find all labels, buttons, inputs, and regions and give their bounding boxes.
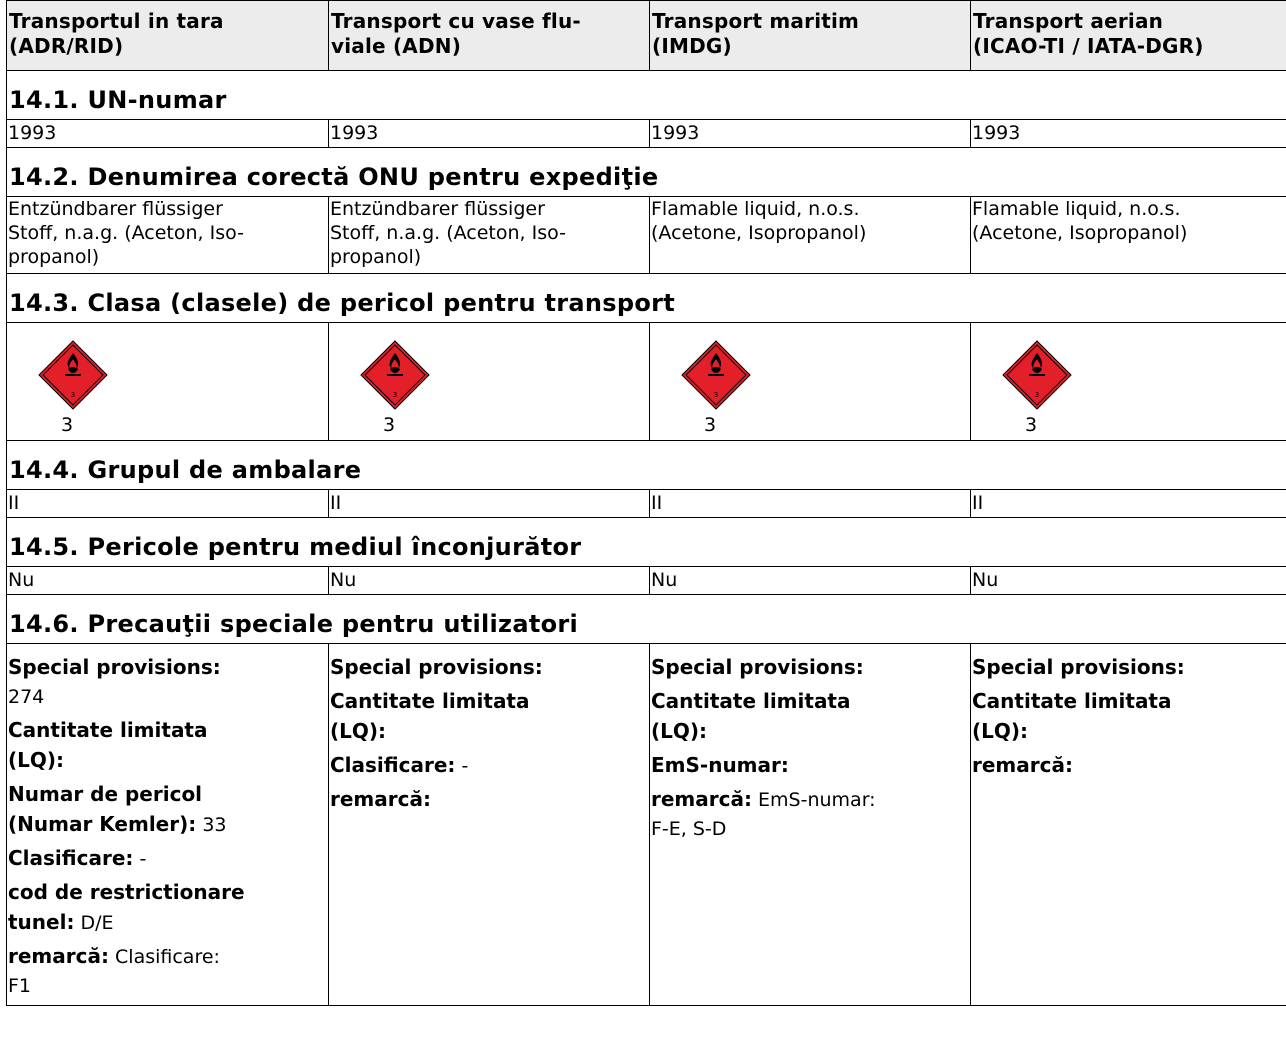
svg-text:3: 3 <box>70 391 76 399</box>
value-row-hazard-class <box>7 323 1286 441</box>
classification-label: Clasificare: <box>8 846 134 870</box>
flammable-liquid-class-3-diamond-icon <box>1001 339 1073 411</box>
value-cell <box>7 197 329 274</box>
precautions-cell-imdg <box>650 644 971 1006</box>
value-cell: 1993 <box>7 120 329 148</box>
tunnel-code-label: cod de restrictionare tunel: <box>8 880 245 934</box>
column-header-adr-rid <box>7 1 329 71</box>
svg-text:3: 3 <box>713 391 719 399</box>
value-cell <box>650 197 971 274</box>
pictogram-cell <box>971 323 1286 441</box>
value-row-environment <box>7 567 1286 595</box>
special-provisions-line <box>651 653 966 683</box>
limited-quantity-label: Cantitate limitata (LQ): <box>972 689 1172 743</box>
value-text: Entzündbarer flüssiger Stoff, n.a.g. (Aceton, Iso- propanol) <box>330 198 566 268</box>
column-header-imdg-text: Transport maritim (IMDG) <box>652 9 860 58</box>
value-text: Flamable liquid, n.o.s. (Acetone, Isopropanol) <box>972 198 1188 244</box>
precautions-cell-adr-rid <box>7 644 329 1006</box>
section-title-environment: 14.5. Pericole pentru mediul înconjurător <box>7 518 1286 567</box>
flammable-liquid-class-3-diamond-icon <box>359 339 431 411</box>
precautions-cell-icao-iata <box>971 644 1286 1006</box>
remark-value: Clasificare: F1 <box>8 946 220 997</box>
special-provisions-value: 274 <box>8 686 45 708</box>
special-provisions-label: Special provisions: <box>972 655 1185 679</box>
section-title-precautions: 14.6. Precauţii speciale pentru utilizatori <box>7 595 1286 644</box>
limited-quantity-label: Cantitate limitata (LQ): <box>330 689 530 743</box>
value-cell <box>329 197 650 274</box>
tunnel-code-value: D/E <box>80 912 114 934</box>
hazard-class-number: 3 <box>1025 414 1038 436</box>
column-header-icao-iata <box>971 1 1286 71</box>
classification-line <box>330 751 645 781</box>
section-title-un-number: 14.1. UN-numar <box>7 71 1286 120</box>
kemler-number-line <box>8 780 324 840</box>
remark-line <box>972 751 1286 781</box>
section-title-shipping-name: 14.2. Denumirea corectă ONU pentru expediţie <box>7 148 1286 197</box>
flammable-liquid-class-3-diamond-icon <box>680 339 752 411</box>
section-title-packing-group: 14.4. Grupul de ambalare <box>7 441 1286 490</box>
limited-quantity-label: Cantitate limitata (LQ): <box>8 718 208 772</box>
hazard-class-number: 3 <box>383 414 396 436</box>
column-header-imdg <box>650 1 971 71</box>
limited-quantity-line <box>8 716 324 776</box>
hazard-class-number: 3 <box>704 414 717 436</box>
kemler-number-label: Numar de pericol (Numar Kemler): <box>8 782 203 836</box>
pictogram-cell <box>329 323 650 441</box>
column-header-icao-iata-text: Transport aerian (ICAO-TI / IATA-DGR) <box>973 9 1204 58</box>
special-provisions-line <box>330 653 645 683</box>
value-cell: Nu <box>971 567 1286 595</box>
special-provisions-line <box>8 653 324 712</box>
classification-label: Clasificare: <box>330 753 456 777</box>
remark-line <box>330 785 645 815</box>
hazard-class-number: 3 <box>61 414 74 436</box>
svg-text:3: 3 <box>1034 391 1040 399</box>
value-cell: II <box>7 490 329 518</box>
remark-label: remarcă: <box>972 753 1073 777</box>
column-header-adn-text: Transport cu vase flu- viale (ADN) <box>331 9 581 58</box>
classification-line <box>8 844 324 874</box>
value-text: Entzündbarer flüssiger Stoff, n.a.g. (Aceton, Iso- propanol) <box>8 198 244 268</box>
transport-table <box>6 0 1286 1006</box>
tunnel-code-line <box>8 878 324 938</box>
classification-value: - <box>139 848 147 870</box>
value-row-shipping-name <box>7 197 1286 274</box>
value-row-un-number <box>7 120 1286 148</box>
limited-quantity-line <box>972 687 1286 747</box>
value-cell: 1993 <box>971 120 1286 148</box>
ems-number-line <box>651 751 966 781</box>
value-cell: 1993 <box>650 120 971 148</box>
pictogram-cell <box>650 323 971 441</box>
section-header-row <box>7 441 1286 490</box>
value-text: Flamable liquid, n.o.s. (Acetone, Isopropanol) <box>651 198 867 244</box>
value-cell: II <box>650 490 971 518</box>
limited-quantity-label: Cantitate limitata (LQ): <box>651 689 851 743</box>
classification-value: - <box>461 755 469 777</box>
limited-quantity-line <box>330 687 645 747</box>
column-header-adr-rid-text: Transportul in tara (ADR/RID) <box>9 9 224 58</box>
special-provisions-label: Special provisions: <box>651 655 864 679</box>
remark-label: remarcă: <box>330 787 431 811</box>
value-cell: Nu <box>7 567 329 595</box>
kemler-number-value: 33 <box>202 814 227 836</box>
section-header-row <box>7 595 1286 644</box>
column-header-adn <box>329 1 650 71</box>
remark-label: remarcă: <box>8 944 109 968</box>
flammable-liquid-class-3-diamond-icon <box>37 339 109 411</box>
special-provisions-label: Special provisions: <box>8 655 221 679</box>
value-cell: II <box>329 490 650 518</box>
pictogram-cell <box>7 323 329 441</box>
precautions-cell-adn <box>329 644 650 1006</box>
value-cell: II <box>971 490 1286 518</box>
section-title-hazard-class: 14.3. Clasa (clasele) de pericol pentru transport <box>7 274 1286 323</box>
value-cell: Nu <box>650 567 971 595</box>
special-provisions-label: Special provisions: <box>330 655 543 679</box>
value-cell: 1993 <box>329 120 650 148</box>
value-cell: Nu <box>329 567 650 595</box>
value-cell <box>971 197 1286 274</box>
section-header-row <box>7 71 1286 120</box>
remark-value: EmS-numar: F-E, S-D <box>651 789 876 840</box>
remark-line <box>8 942 324 1001</box>
remark-line <box>651 785 966 844</box>
limited-quantity-line <box>651 687 966 747</box>
column-header-row <box>7 1 1286 71</box>
section-header-row <box>7 274 1286 323</box>
section-header-row <box>7 148 1286 197</box>
svg-text:3: 3 <box>392 391 398 399</box>
value-row-packing-group <box>7 490 1286 518</box>
ems-number-label: EmS-numar: <box>651 753 789 777</box>
value-row-precautions <box>7 644 1286 1006</box>
special-provisions-line <box>972 653 1286 683</box>
remark-label: remarcă: <box>651 787 752 811</box>
section-header-row <box>7 518 1286 567</box>
